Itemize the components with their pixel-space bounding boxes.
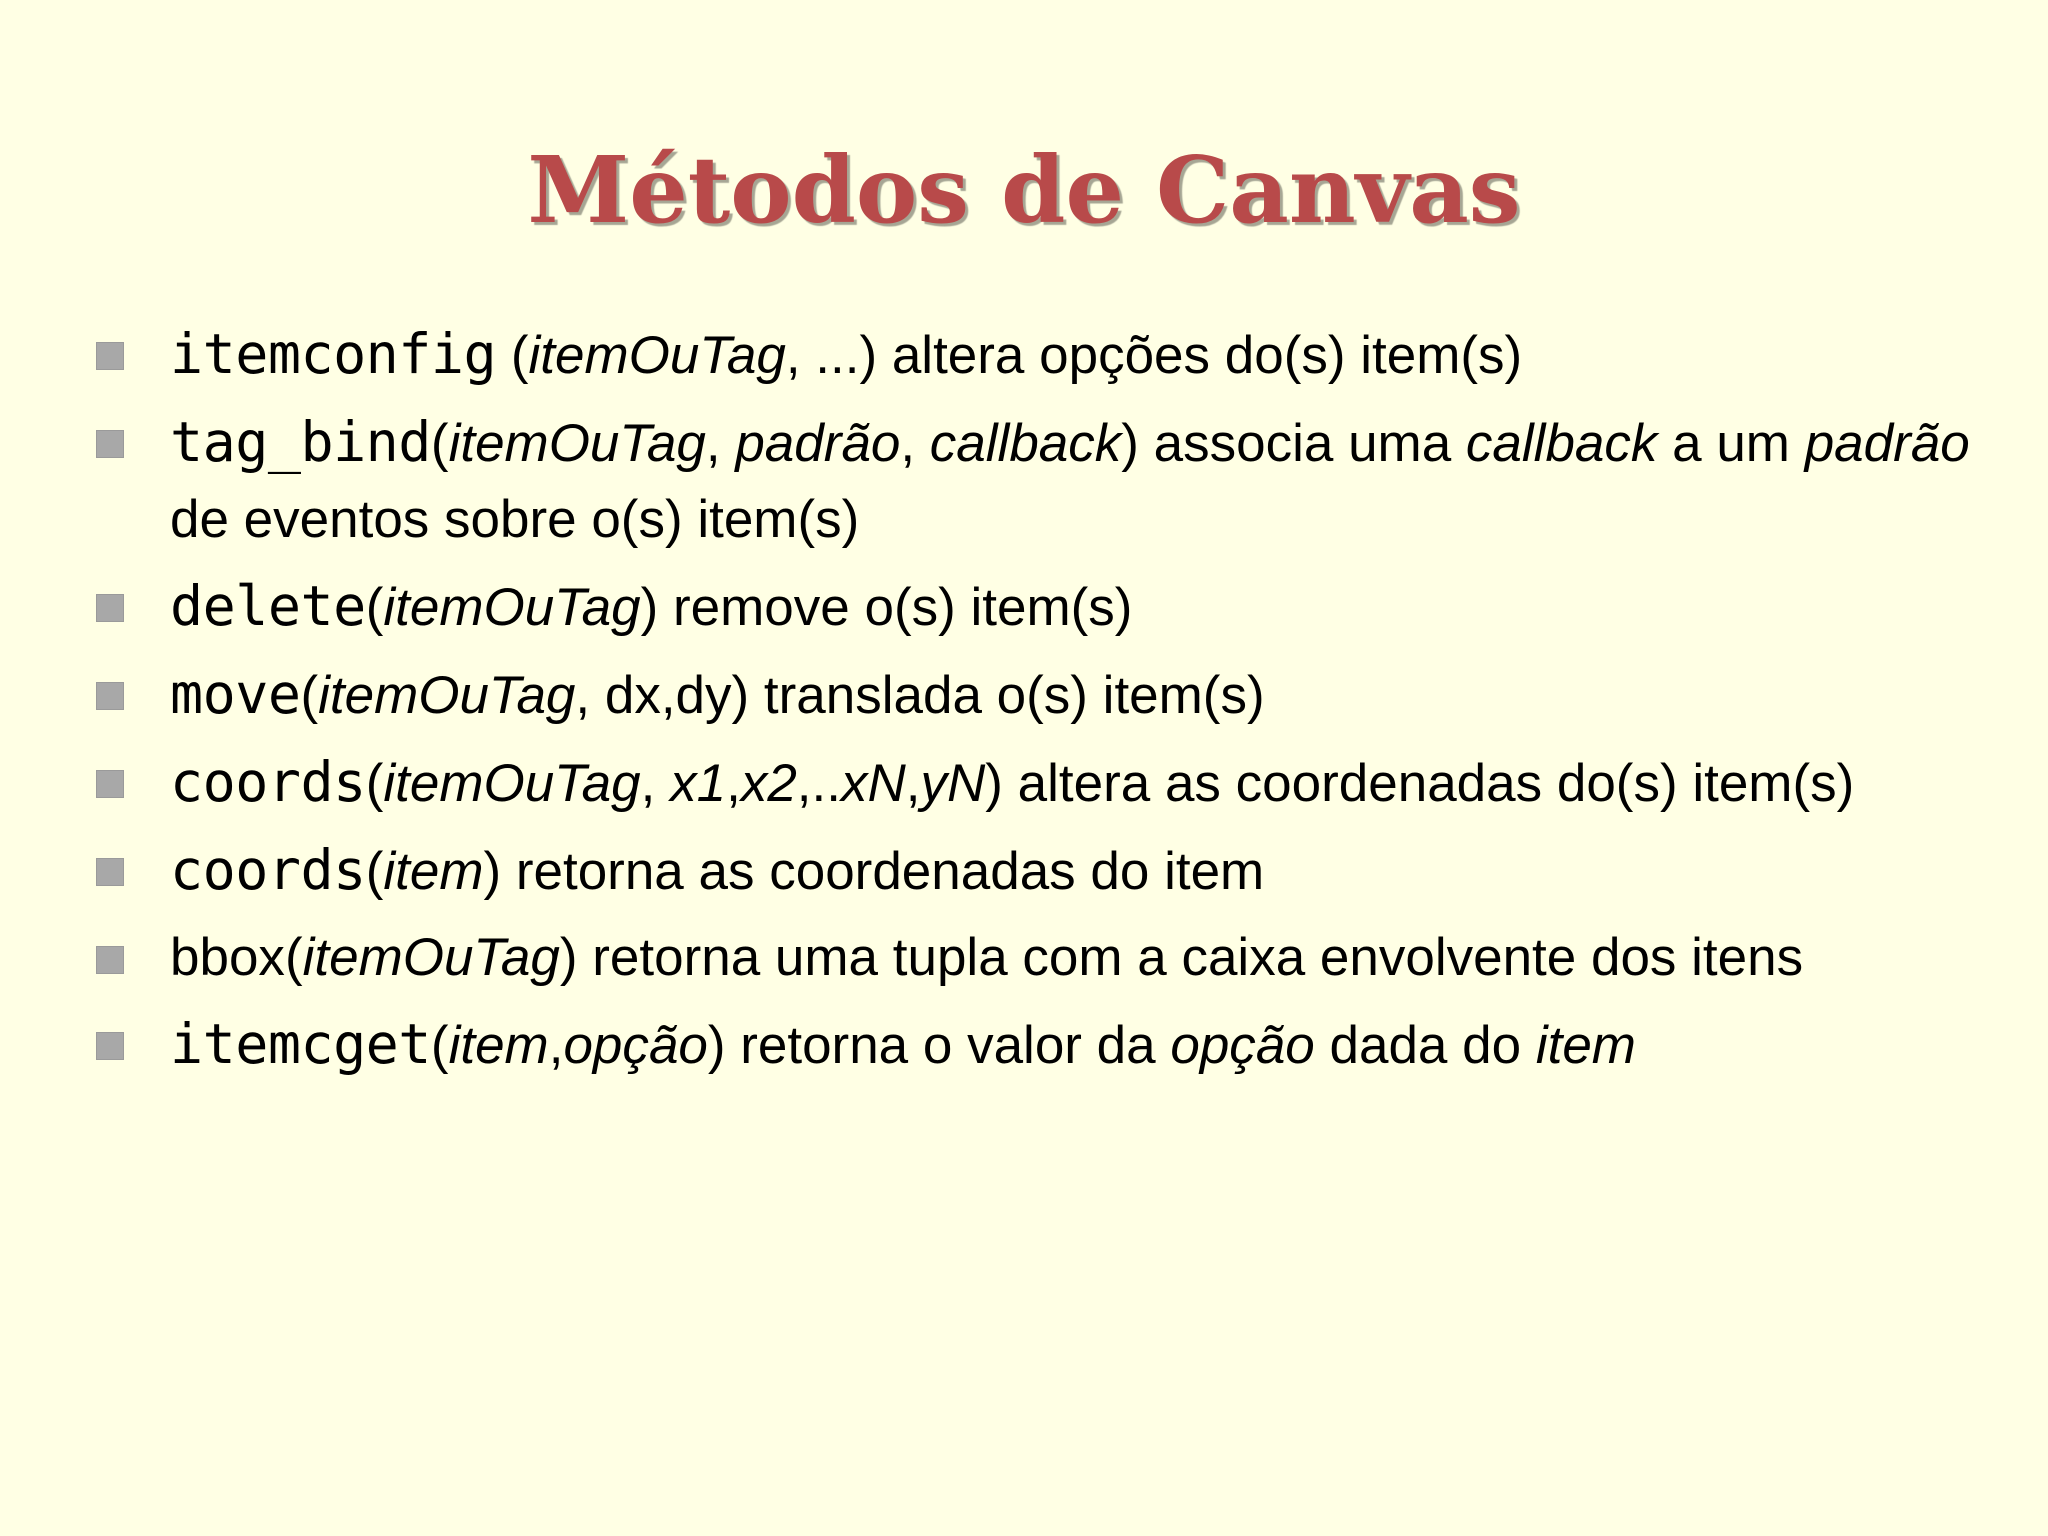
item-param: yN bbox=[920, 754, 986, 813]
method-name: bbox bbox=[170, 928, 285, 987]
bullet-item-itemcget bbox=[96, 1006, 1996, 1084]
method-name: move bbox=[170, 662, 301, 726]
method-name: coords bbox=[170, 750, 366, 814]
item-param: callback bbox=[929, 414, 1122, 473]
item-param: item bbox=[448, 1016, 549, 1075]
bullet-item-tag-bind bbox=[96, 404, 1996, 558]
square-bullet-icon bbox=[96, 1032, 124, 1060]
bullet-item-coords-get bbox=[96, 832, 1996, 910]
square-bullet-icon bbox=[96, 770, 124, 798]
item-param: itemOuTag bbox=[448, 414, 706, 473]
item-param: itemOuTag bbox=[383, 578, 641, 637]
item-text: , bbox=[705, 414, 736, 473]
method-name: coords bbox=[170, 838, 366, 902]
bullet-item-itemconfig bbox=[96, 316, 1996, 394]
item-text: ) altera as coordenadas do(s) item(s) bbox=[985, 754, 1855, 813]
item-text: , bbox=[640, 754, 671, 813]
item-param: itemOuTag bbox=[383, 754, 641, 813]
item-param: itemOuTag bbox=[318, 666, 576, 725]
item-text: ( bbox=[365, 754, 384, 813]
item-text: , dx,dy) translada o(s) item(s) bbox=[575, 666, 1265, 725]
item-text: ( bbox=[430, 414, 449, 473]
item-text: , bbox=[726, 754, 741, 813]
bullet-item-coords-set bbox=[96, 744, 1996, 822]
item-text: ) associa uma bbox=[1121, 414, 1466, 473]
bullet-list bbox=[96, 316, 1996, 1094]
item-text: , ...) altera opções do(s) item(s) bbox=[785, 326, 1523, 385]
item-param: xN bbox=[840, 754, 906, 813]
item-text: ( bbox=[430, 1016, 449, 1075]
item-param: x2 bbox=[740, 754, 797, 813]
item-emphasis: padrão bbox=[1804, 414, 1970, 473]
item-text: , bbox=[900, 414, 930, 473]
square-bullet-icon bbox=[96, 682, 124, 710]
item-emphasis: callback bbox=[1465, 414, 1658, 473]
square-bullet-icon bbox=[96, 594, 124, 622]
item-text: de eventos sobre o(s) item(s) bbox=[170, 490, 860, 549]
item-text: dada do bbox=[1314, 1016, 1536, 1075]
method-name: tag_bind bbox=[170, 410, 431, 474]
item-text: ( bbox=[365, 842, 384, 901]
item-param: itemOuTag bbox=[302, 928, 560, 987]
method-name: itemcget bbox=[170, 1012, 431, 1076]
square-bullet-icon bbox=[96, 342, 124, 370]
item-text: ) retorna as coordenadas do item bbox=[483, 842, 1265, 901]
item-param: item bbox=[383, 842, 484, 901]
item-text: a um bbox=[1657, 414, 1805, 473]
item-text: ( bbox=[300, 666, 319, 725]
square-bullet-icon bbox=[96, 430, 124, 458]
item-text: ) remove o(s) item(s) bbox=[640, 578, 1133, 637]
square-bullet-icon bbox=[96, 946, 124, 974]
bullet-item-move bbox=[96, 656, 1996, 734]
square-bullet-icon bbox=[96, 858, 124, 886]
bullet-item-delete bbox=[96, 568, 1996, 646]
item-param: itemOuTag bbox=[528, 326, 786, 385]
item-text: ) retorna uma tupla com a caixa envolvente dos itens bbox=[559, 928, 1804, 987]
item-text: ( bbox=[496, 326, 529, 385]
item-param: padrão bbox=[735, 414, 901, 473]
item-text: ( bbox=[284, 928, 303, 987]
item-text: ,.. bbox=[796, 754, 841, 813]
item-text: ( bbox=[365, 578, 384, 637]
item-text: , bbox=[548, 1016, 564, 1075]
item-emphasis: item bbox=[1535, 1016, 1636, 1075]
item-param: x1 bbox=[670, 754, 727, 813]
item-text: ) retorna o valor da bbox=[707, 1016, 1171, 1075]
method-name: delete bbox=[170, 574, 366, 638]
item-emphasis: opção bbox=[1170, 1016, 1315, 1075]
item-text: , bbox=[905, 754, 921, 813]
method-name: itemconfig bbox=[170, 322, 497, 386]
slide-title: Métodos de Canvas bbox=[527, 136, 1521, 244]
bullet-item-bbox bbox=[96, 920, 1996, 996]
item-param: opção bbox=[563, 1016, 708, 1075]
